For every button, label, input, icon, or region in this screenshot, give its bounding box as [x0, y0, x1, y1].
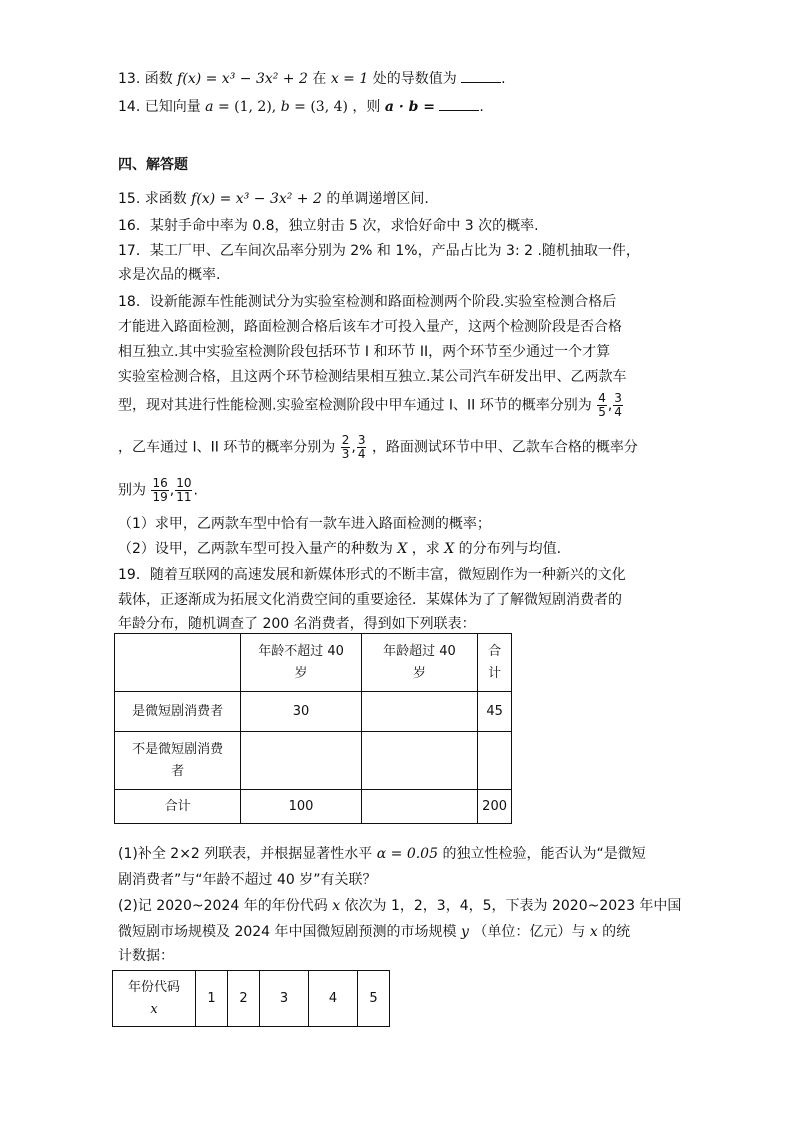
question-18-line1: 18．设新能源车性能测试分为实验室检测和路面检测两个阶段.实验室检测合格后 [118, 294, 617, 310]
table-header-cell [478, 634, 512, 692]
header-text: 合 [488, 643, 502, 659]
variable-x: x [589, 924, 598, 940]
question-15 [118, 189, 429, 209]
q18-part2-text-b: ，求 [411, 541, 440, 557]
variable-X: X [397, 541, 408, 557]
answer-blank [439, 96, 479, 111]
q13-number: 13. [118, 71, 141, 87]
question-18-line2: 才能进入路面检测，路面检测合格后该车才可投入量产，这两个检测阶段是否合格 [118, 319, 622, 335]
question-13 [118, 68, 506, 89]
row-label: 合计 [115, 790, 241, 824]
header-text: 年龄超过 40 [383, 643, 456, 659]
question-19-part2-line2 [118, 922, 630, 942]
variable-x: x [150, 1001, 158, 1017]
alpha-value: α = 0.05 [376, 846, 438, 862]
row-label [115, 732, 241, 790]
q19-part2-text-a: (2)记 2020~2024 年的年份代码 [118, 898, 328, 914]
table-cell [361, 790, 477, 824]
q15-number: 15. [118, 191, 141, 207]
table-cell: 30 [241, 692, 361, 732]
q14-text-mid: ，则 [352, 99, 381, 115]
row-label-text: 者 [171, 763, 185, 779]
q19-part1-text-a: (1)补全 2×2 列联表，并根据显著性水平 [118, 846, 373, 862]
variable-y: y [460, 924, 469, 940]
q13-text-mid: 在 [312, 71, 327, 87]
question-18-line4: 实验室检测合格，且这两个环节检测结果相互独立.某公司汽车研发出甲、乙两款车 [118, 369, 627, 385]
answer-blank [461, 68, 501, 83]
question-17-line2: 求是次品的概率. [118, 267, 221, 283]
q18-line5-text: 型，现对其进行性能检测.实验室检测阶段中甲车通过 I、II 环节的概率分别为 [118, 397, 592, 414]
denominator: 19 [152, 490, 168, 504]
header-text: 计 [488, 665, 502, 681]
question-14 [118, 96, 484, 117]
q18-part2-text-a: （2）设甲，乙两款车型可投入量产的种数为 [118, 541, 393, 557]
question-18-line5: 型，现对其进行性能检测.实验室检测阶段中甲车通过 I、II 环节的概率分别为 $\frac{4}{5}$ , $\frac{3}{4}$ [118, 391, 622, 419]
header-text: 岁 [294, 665, 308, 681]
q19-part2-text-d: （单位：亿元）与 [473, 924, 586, 940]
numerator: 10 [176, 476, 192, 490]
table-header-cell [361, 634, 477, 692]
year-code-table [112, 970, 390, 1027]
numerator: 2 [341, 433, 350, 447]
fraction [613, 392, 623, 419]
table-cell [478, 732, 512, 790]
table-cell: 45 [478, 692, 512, 732]
q15-formula: f(x) = x³ − 3x² + 2 [191, 191, 322, 207]
denominator: 5 [598, 405, 606, 419]
question-19-part1-line2: 剧消费者”与“年龄不超过 40 岁”有关联？ [118, 872, 377, 888]
q13-text-post: 处的导数值为 [372, 71, 457, 87]
table-cell: 5 [358, 971, 390, 1027]
question-18-part1: （1）求甲，乙两款车型中恰有一款车进入路面检测的概率； [118, 516, 491, 532]
table-cell: 100 [241, 790, 361, 824]
header-text: 岁 [412, 665, 426, 681]
denominator: 4 [614, 405, 622, 419]
row-label: 是微短剧消费者 [115, 692, 241, 732]
q13-period: . [501, 71, 506, 87]
question-18-part2 [118, 539, 561, 559]
q18-line6-text-a: ，乙车通过 I、II 环节的概率分别为 [118, 439, 336, 456]
q19-part2-text-e: 的统 [602, 924, 631, 940]
question-19-part2-line3: 计数据： [118, 948, 174, 964]
vector-b-value: = (3, 4) [294, 99, 348, 115]
table-row [113, 971, 390, 1027]
table-header-cell [241, 634, 361, 692]
row-label-text: 年份代码 [127, 979, 180, 995]
q14-text: 已知向量 [144, 99, 201, 115]
q19-part1-text-b: 的独立性检验，能否认为“是微短 [442, 846, 646, 862]
q15-text-post: 的单调递增区间. [326, 191, 429, 207]
numerator: 4 [598, 391, 606, 405]
variable-X: X [444, 541, 455, 557]
q15-text: 求函数 [144, 191, 187, 207]
q14-number: 14. [118, 99, 141, 115]
table-cell [361, 692, 477, 732]
vector-b: b [280, 99, 290, 115]
question-17-line1: 17．某工厂甲、乙车间次品率分别为 2% 和 1%，产品占比为 3: 2 .随机抽取一件， [118, 243, 640, 259]
question-16: 16．某射手命中率为 0.8，独立射击 5 次，求恰好命中 3 次的概率. [118, 218, 539, 234]
fraction [357, 434, 367, 461]
section-heading: 四、解答题 [118, 157, 188, 173]
denominator: 3 [341, 447, 350, 461]
fraction [175, 477, 192, 504]
q18-line7-text: 别为 [118, 482, 146, 499]
q19-part2-text-c: 微短剧市场规模及 2024 年中国微短剧预测的市场规模 [118, 924, 457, 940]
denominator: 11 [176, 490, 192, 504]
table-cell [241, 732, 361, 790]
table-cell: 200 [478, 790, 512, 824]
table-cell: 1 [196, 971, 228, 1027]
question-18-line6: ，乙车通过 I、II 环节的概率分别为 $\frac{2}{3}$ , $\frac{3}{4}$ ，路面测试环节中甲、乙款车合格的概率分 [118, 433, 638, 461]
fraction [151, 477, 168, 504]
q13-text: 函数 [144, 71, 173, 87]
contingency-table [114, 633, 512, 824]
q18-line6-text-b: ，路面测试环节中甲、乙款车合格的概率分 [371, 439, 638, 456]
question-19-line3: 年龄分布，随机调查了 200 名消费者，得到如下列联表： [118, 616, 476, 632]
vector-a-value: = (1, 2), [217, 99, 277, 115]
row-label-text: 不是微短剧消费 [132, 741, 224, 757]
q13-formula: f(x) = x³ − 3x² + 2 [177, 71, 308, 87]
header-text: 年龄不超过 40 [258, 643, 344, 659]
table-row [115, 790, 512, 824]
question-19-line1: 19．随着互联网的高速发展和新媒体形式的不断丰富，微短剧作为一种新兴的文化 [118, 567, 626, 583]
table-row [115, 692, 512, 732]
table-cell: 3 [260, 971, 309, 1027]
numerator: 3 [357, 433, 366, 447]
q18-part2-text-c: 的分布列与均值. [458, 541, 562, 557]
q14-period: . [479, 99, 484, 115]
question-19-part1-line1 [118, 844, 646, 864]
variable-x: x [332, 898, 341, 914]
vector-a: a [205, 99, 214, 115]
fraction [341, 434, 351, 461]
table-cell: 2 [228, 971, 260, 1027]
table-cell: 4 [309, 971, 358, 1027]
numerator: 16 [152, 476, 168, 490]
table-cell [115, 634, 241, 692]
numerator: 3 [614, 391, 622, 405]
denominator: 4 [357, 447, 366, 461]
table-row [115, 732, 512, 790]
question-18-line7: 别为 $\frac{16}{19}$ , $\frac{10}{11}$ . [118, 476, 198, 504]
row-label [113, 971, 196, 1027]
dot-product: a · b = [384, 99, 435, 115]
table-row [115, 634, 512, 692]
q19-part2-text-b: 依次为 1，2，3，4，5，下表为 2020~2023 年中国 [344, 898, 682, 914]
table-cell [361, 732, 477, 790]
question-18-line3: 相互独立.其中实验室检测阶段包括环节 I 和环节 II，两个环节至少通过一个才算 [118, 344, 611, 360]
fraction [597, 392, 607, 419]
q18-line7-period: . [193, 482, 198, 499]
q13-condition: x = 1 [330, 71, 369, 87]
question-19-line2: 载体，正逐渐成为拓展文化消费空间的重要途径．某媒体为了了解微短剧消费者的 [118, 592, 622, 608]
question-19-part2-line1 [118, 896, 681, 916]
